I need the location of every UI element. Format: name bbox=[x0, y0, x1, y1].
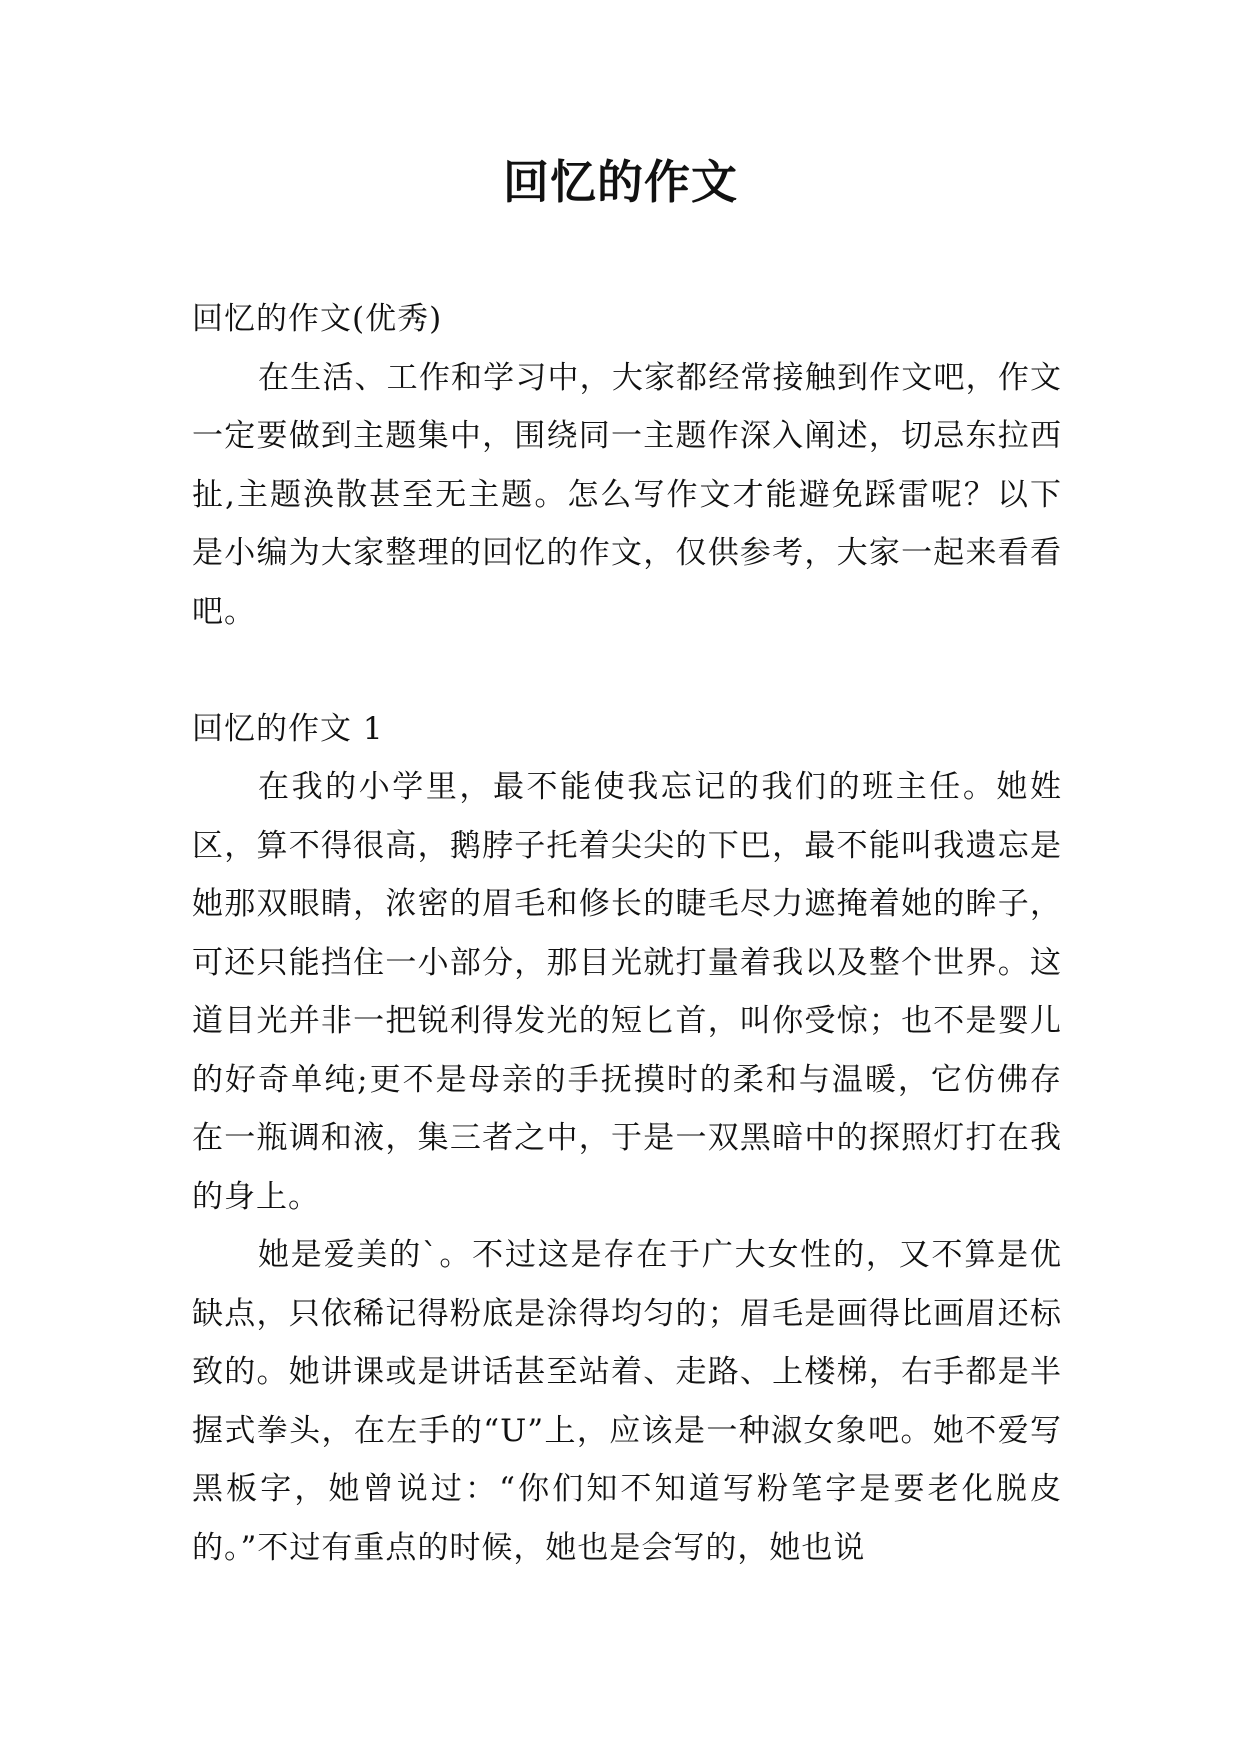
document-body bbox=[192, 290, 1062, 1577]
document-title: 回忆的作文 bbox=[503, 155, 738, 209]
section-spacer bbox=[192, 641, 1062, 700]
body-paragraph-1: 在我的小学里，最不能使我忘记的我们的班主任。她姓区，算不得很高，鹅脖子托着尖尖的下巴，最不能叫我遗忘是她那双眼睛，浓密的眉毛和修长的睫毛尽力遮掩着她的眸子，可还只能挡住一小部分，那目光就打量着我以及整个世界。这道目光并非一把锐利得发光的短匕首，叫你受惊；也不是婴儿的好奇单纯;更不是母亲的手抚摸时的柔和与温暖，它仿佛存在一瓶调和液，集三者之中，于是一双黑暗中的探照灯打在我的身上。 bbox=[192, 769, 1062, 1215]
subtitle-heading: 回忆的作文(优秀) bbox=[192, 301, 443, 337]
section-heading: 回忆的作文 1 bbox=[192, 710, 384, 747]
intro-paragraph: 在生活、工作和学习中，大家都经常接触到作文吧，作文一定要做到主题集中，围绕同一主题作深入阐述，切忌东拉西扯,主题涣散甚至无主题。怎么写作文才能避免踩雷呢？以下是小编为大家整理的回忆的作文，仅供参考，大家一起来看看吧。 bbox=[192, 359, 1062, 630]
body-paragraph-2: 她是爱美的`。不过这是存在于广大女性的，又不算是优缺点，只依稀记得粉底是涂得均匀的；眉毛是画得比画眉还标致的。她讲课或是讲话甚至站着、走路、上楼梯，右手都是半握式拳头，在左手的“U”上，应该是一种淑女象吧。她不爱写黑板字，她曾说过：“你们知不知道写粉笔字是要老化脱皮的。”不过有重点的时候，她也是会写的，她也说 bbox=[192, 1237, 1062, 1566]
